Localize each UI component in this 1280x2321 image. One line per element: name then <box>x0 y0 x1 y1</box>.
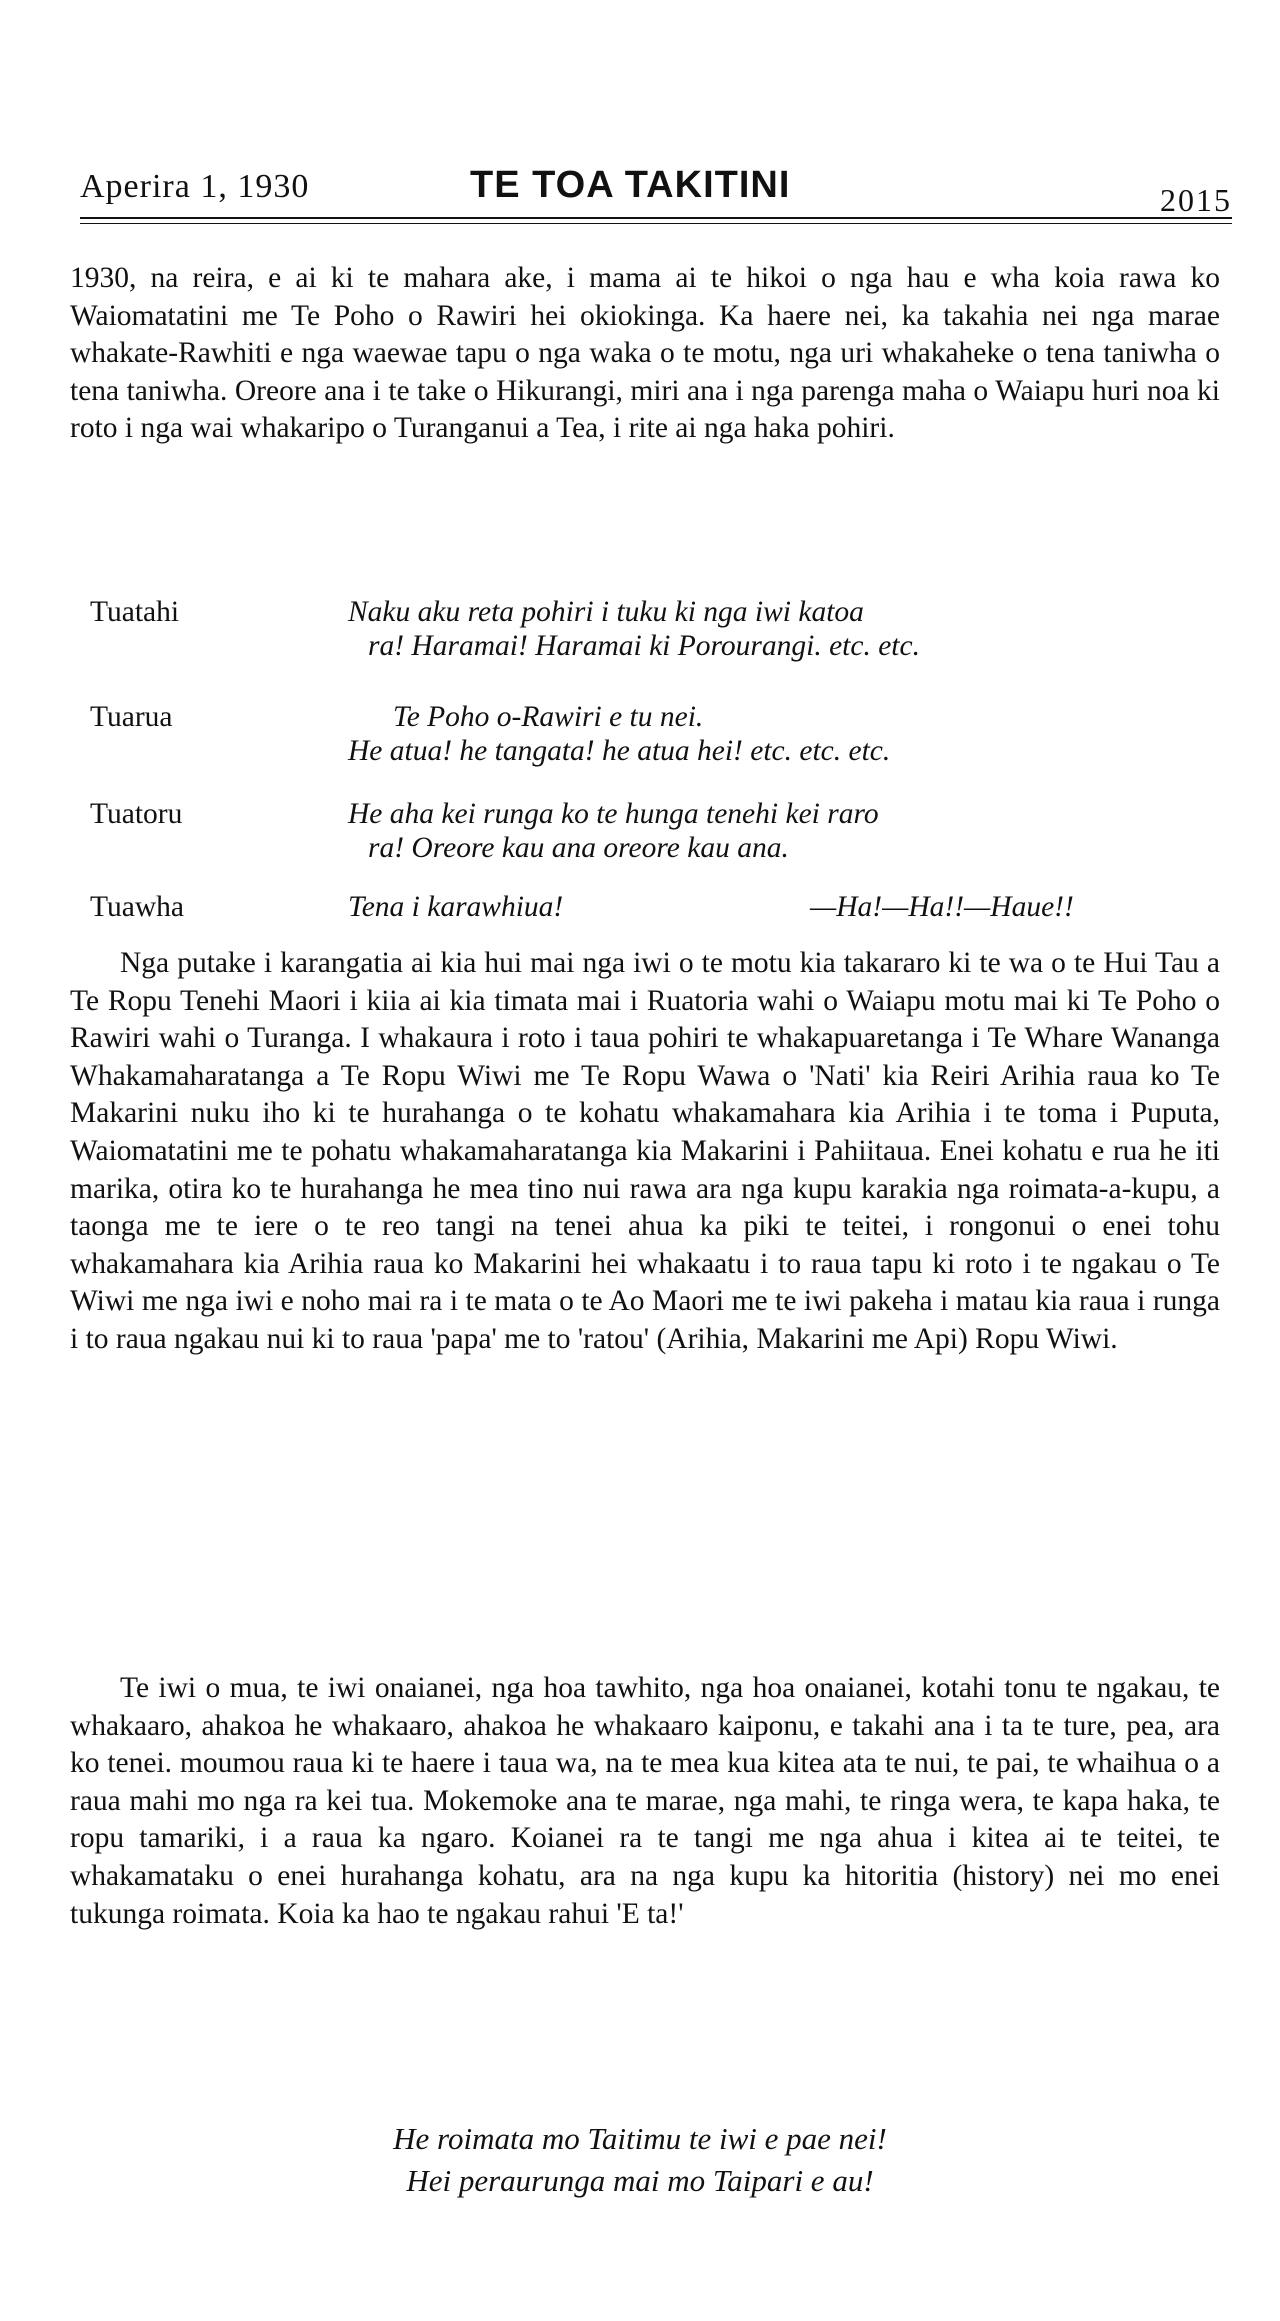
verse-line: Naku aku reta pohiri i tuku ki nga iwi katoa <box>348 596 864 628</box>
verse-line: ra! Oreore kau ana oreore kau ana. <box>368 832 789 864</box>
verse-text <box>348 797 1228 865</box>
verse-line: Te Poho o-Rawiri e tu nei. <box>393 701 704 733</box>
header-rule <box>80 217 1232 219</box>
header-date: Aperira 1, 1930 <box>80 168 310 205</box>
paragraph-opening: 1930, na reira, e ai ki te mahara ake, i mama ai te hikoi o nga hau e wha koia rawa ko Waiomatatini me Te Poho o Rawiri hei okiokinga. Ka haere nei, ka takahia nei nga marae whakate-Rawhiti e nga waewae tapu o nga waka o te motu, nga uri whakaheke o tena taniwha o tena taniwha. Oreore ana i te take o Hikurangi, miri ana i nga parenga maha o Waiapu huri noa ki roto i nga wai whakaripo o Turanganui a Tea, i rite ai nga haka pohiri. <box>70 262 1220 445</box>
verse-line: He atua! he tangata! he atua hei! etc. etc. etc. <box>348 735 891 767</box>
verse-label: Tuawha <box>90 891 184 923</box>
newspaper-title: TE TOA TAKITINI <box>470 164 791 206</box>
paragraph-gathering: Nga putake i karangatia ai kia hui mai nga iwi o te motu kia takararo ki te wa o te Hui Tau a Te Ropu Tenehi Maori i kiia ai kia timata mai i Ruatoria wahi o Waiapu motu mai ki Te Poho o Rawiri wahi o Turanga. I whakaura i roto i taua pohiri te whakapuaretanga i Te Whare Wananga Whakamaharatanga a Te Ropu Wiwi me Te Ropu Wawa o 'Nati' kia Reiri Arihia raua ko Te Makarini nuku iho ki te hurahanga o te kohatu whakamahara kia Arihia i te toma i Puputa, Waiomatatini me te pohatu whakamaharatanga kia Makarini i Pahiitaua. Enei kohatu e rua he iti marika, otira ko te hurahanga he mea tino nui rawa ara nga kupu karakia nga roimata-a-kupu, a taonga me te iere o te reo tangi na tenei ahua ka piki te teitei, i rongonui o enei tohu whakamahara kia Arihia raua ko Makarini hei whakaatu i to raua tapu ki roto i te ngakau o Te Wiwi me nga iwi e noho mai ra i te mata o te Ao Maori me te iwi pakeha i matau kia raua i runga i to raua ngakau nui ki to raua 'papa' me to 'ratou' (Arihia, Makarini me Api) Ropu Wiwi. <box>70 947 1220 1355</box>
header-rule-thin <box>80 223 1232 224</box>
closing-line-2: Hei peraurunga mai mo Taipari e au! <box>406 2163 874 2198</box>
verse-line: ra! Haramai! Haramai ki Porourangi. etc. etc. <box>368 630 920 662</box>
verse-line: Tena i karawhiua! <box>348 891 564 923</box>
paragraph-people: Te iwi o mua, te iwi onaianei, nga hoa tawhito, nga hoa onaianei, kotahi tonu te ngakau, te whakaaro, ahakoa he whakaaro, ahakoa he whakaaro kaiponu, e takahi ana i ta te ture, pea, ara ko tenei. moumou raua ki te haere i taua wa, na te mea kua kitea ata te nui, te pai, te whaihua o a raua mahi mo nga ra kei tua. Mokemoke ana te marae, nga mahi, te ringa wera, te kapa haka, te ropu tamariki, i a raua ka ngaro. Koianei ra te tangi me nga ahua i kitea ai te teitei, te whakamataku o enei hurahanga kohatu, ara na nga kupu ka hitoritia (history) nei mo enei tukunga roimata. Koia ka hao te ngakau rahui 'E ta!' <box>70 1672 1220 1930</box>
closing-line-1: He roimata mo Taitimu te iwi e pae nei! <box>393 2121 887 2156</box>
verse-line: He aha kei runga ko te hunga tenehi kei raro <box>348 798 879 830</box>
verse-text <box>348 595 1228 663</box>
page-header <box>80 158 1232 218</box>
verse-label: Tuatahi <box>90 596 180 628</box>
page-number: 2015 <box>1160 182 1232 218</box>
verse-text <box>348 890 1228 924</box>
verse-label: Tuarua <box>90 701 173 733</box>
verse-label: Tuatoru <box>90 798 183 830</box>
verse-text <box>348 700 1228 768</box>
verse-cry: —Ha!—Ha!!—Haue!! <box>810 891 1074 923</box>
